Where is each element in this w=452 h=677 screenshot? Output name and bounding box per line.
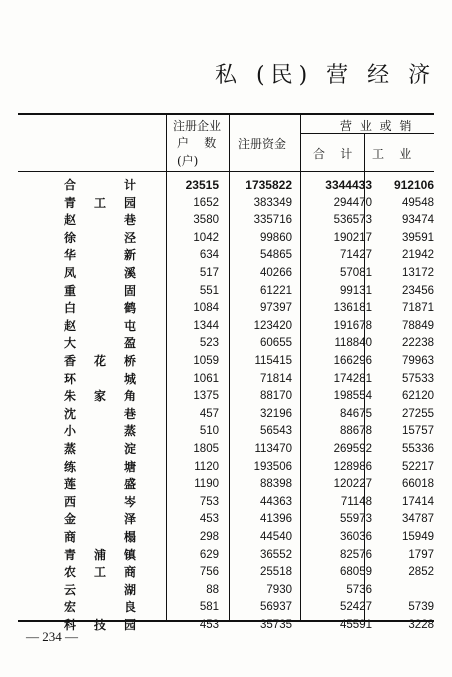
table-row (0, 423, 452, 440)
total-cell: 198554 (333, 390, 372, 403)
total-cell: 68059 (340, 566, 372, 579)
industry-cell: 57533 (402, 372, 434, 385)
households-cell: 1042 (193, 231, 219, 244)
households-cell: 3580 (193, 214, 219, 227)
table-row (0, 230, 452, 247)
table-row (0, 247, 452, 264)
total-cell: 71148 (340, 495, 372, 508)
capital-cell: 25518 (260, 566, 292, 579)
total-cell: 71427 (340, 249, 372, 262)
row-name: 香花桥 (64, 354, 136, 368)
industry-cell: 1797 (408, 548, 434, 561)
table-row (0, 582, 452, 599)
capital-cell: 61221 (260, 284, 292, 297)
total-cell: 120227 (333, 478, 372, 491)
table-row (0, 300, 452, 317)
industry-cell: 62120 (402, 390, 434, 403)
table-row (0, 494, 452, 511)
households-cell: 510 (199, 425, 219, 438)
row-name: 青浦镇 (64, 547, 136, 562)
table-row (0, 459, 452, 476)
row-name: 云 湖 (64, 582, 136, 597)
industry-cell: 27255 (402, 407, 434, 420)
capital-cell: 1735822 (245, 178, 292, 192)
households-cell: 1805 (193, 443, 219, 455)
total-cell: 82576 (340, 548, 372, 561)
total-cell: 3344433 (325, 178, 372, 192)
total-cell: 166296 (333, 355, 372, 367)
households-cell: 1120 (194, 460, 219, 473)
table-row (0, 371, 452, 388)
industry-cell: 17414 (402, 495, 434, 508)
households-cell: 1059 (193, 355, 219, 367)
industry-cell: 912106 (393, 178, 434, 192)
capital-cell: 115415 (254, 355, 292, 367)
row-name: 沈 巷 (64, 406, 136, 421)
industry-cell: 71871 (402, 302, 434, 315)
table-top-rule (18, 113, 434, 115)
row-name: 朱家角 (64, 389, 136, 404)
page-title: 私 (民) 营 经 济 (215, 63, 437, 88)
capital-cell: 60655 (260, 337, 292, 350)
households-cell: 753 (199, 495, 219, 508)
header-households-line2: 户 数 (177, 136, 217, 150)
table-row (0, 476, 452, 493)
row-name: 农工商 (64, 565, 136, 580)
industry-cell: 5739 (408, 601, 434, 614)
capital-cell: 123420 (253, 319, 292, 332)
capital-cell: 40266 (260, 267, 292, 279)
households-cell: 88 (206, 583, 219, 596)
capital-cell: 113470 (254, 443, 292, 455)
table-row (0, 441, 452, 458)
page-number: — 234 — (26, 629, 78, 644)
households-cell: 457 (199, 407, 219, 420)
row-name: 徐 泾 (64, 230, 136, 245)
total-cell: 5736 (346, 583, 372, 596)
row-name: 宏 良 (64, 600, 136, 615)
row-name: 商 榻 (64, 530, 136, 544)
row-name: 合 计 (64, 178, 136, 192)
industry-cell: 78849 (402, 319, 434, 332)
total-cell: 36036 (340, 531, 372, 543)
industry-cell: 21942 (402, 249, 434, 262)
industry-cell: 2852 (408, 566, 434, 579)
capital-cell: 56937 (260, 601, 292, 614)
table-row (0, 353, 452, 370)
total-cell: 84675 (340, 407, 372, 420)
total-cell: 45591 (340, 619, 372, 631)
table-row (0, 195, 452, 212)
industry-cell: 66018 (402, 478, 434, 491)
capital-cell: 88398 (260, 478, 292, 491)
table-total-row (0, 177, 452, 194)
households-cell: 23515 (185, 178, 219, 192)
capital-cell: 44540 (260, 531, 292, 543)
row-name: 蒸 淀 (64, 442, 136, 456)
industry-cell: 93474 (402, 214, 434, 227)
total-cell: 99131 (340, 284, 372, 297)
households-cell: 517 (199, 267, 219, 279)
households-cell: 551 (199, 284, 219, 297)
households-cell: 453 (199, 619, 219, 631)
row-name: 华 新 (64, 248, 136, 263)
table-row (0, 599, 452, 616)
capital-cell: 97397 (260, 302, 292, 315)
table-row (0, 265, 452, 282)
households-cell: 634 (199, 249, 219, 262)
households-cell: 1652 (193, 196, 219, 209)
capital-cell: 35735 (260, 619, 292, 631)
industry-cell: 15949 (402, 531, 434, 543)
households-cell: 756 (199, 566, 219, 579)
header-industry: 工 业 (372, 147, 412, 161)
capital-cell: 193506 (253, 460, 292, 473)
industry-cell: 3228 (408, 619, 434, 631)
table-row (0, 406, 452, 423)
row-name: 环 城 (64, 371, 136, 386)
row-name: 莲 盛 (64, 477, 136, 492)
households-cell: 581 (199, 601, 219, 614)
industry-cell: 13172 (402, 267, 434, 279)
capital-cell: 7930 (266, 583, 292, 596)
total-cell: 55973 (340, 513, 372, 526)
table-row (0, 529, 452, 546)
households-cell: 1084 (193, 302, 219, 315)
households-cell: 629 (199, 548, 219, 561)
total-cell: 536573 (333, 214, 372, 227)
table-row (0, 318, 452, 335)
total-cell: 57081 (340, 267, 372, 279)
households-cell: 1190 (194, 478, 219, 491)
households-cell: 1344 (193, 319, 219, 332)
industry-cell: 79963 (402, 355, 434, 367)
table-row (0, 564, 452, 581)
header-total: 合 计 (313, 147, 353, 161)
total-cell: 88678 (340, 425, 372, 438)
capital-cell: 71814 (260, 372, 292, 385)
row-name: 科技园 (64, 618, 136, 632)
households-cell: 523 (199, 337, 219, 350)
row-name: 练 塘 (64, 459, 136, 474)
table-row (0, 511, 452, 528)
total-cell: 128986 (333, 460, 372, 473)
industry-cell: 22238 (402, 337, 434, 350)
capital-cell: 335716 (253, 214, 292, 227)
capital-cell: 44363 (260, 495, 292, 508)
industry-cell: 39591 (402, 231, 434, 244)
row-name: 西 岑 (64, 494, 136, 509)
industry-cell: 49548 (402, 196, 434, 209)
industry-cell: 15757 (402, 425, 434, 438)
row-name: 重 固 (64, 283, 136, 298)
capital-cell: 54865 (260, 249, 292, 262)
total-cell: 294470 (333, 196, 372, 209)
row-name: 赵 巷 (64, 213, 136, 228)
total-cell: 136181 (333, 302, 372, 315)
table-row (0, 388, 452, 405)
industry-cell: 55336 (402, 443, 434, 455)
row-name: 白 鹤 (64, 301, 136, 316)
total-cell: 174281 (333, 372, 372, 385)
table-row (0, 547, 452, 564)
row-name: 赵 屯 (64, 318, 136, 333)
industry-cell: 23456 (402, 284, 434, 297)
header-capital: 注册资金 (238, 137, 287, 151)
households-cell: 453 (199, 513, 219, 526)
header-bottom-rule (18, 171, 434, 172)
households-cell: 298 (199, 531, 219, 543)
capital-cell: 88170 (260, 390, 292, 403)
capital-cell: 36552 (260, 548, 292, 561)
capital-cell: 99860 (260, 231, 292, 244)
total-cell: 191678 (333, 319, 372, 332)
table-row (0, 335, 452, 352)
header-households-line1: 注册企业 (173, 119, 222, 133)
capital-cell: 56543 (260, 425, 292, 438)
row-name: 小 蒸 (64, 424, 136, 439)
total-cell: 118840 (334, 337, 372, 350)
total-cell: 269592 (333, 443, 372, 455)
row-name: 金 泽 (64, 512, 136, 527)
table-row (0, 212, 452, 229)
header-group-sales: 营 业 或 销 (340, 119, 414, 133)
total-cell: 190217 (333, 231, 372, 244)
header-households-line3: (户) (177, 154, 199, 168)
industry-cell: 34787 (402, 513, 434, 526)
capital-cell: 41396 (260, 513, 292, 526)
row-name: 大 盈 (64, 336, 136, 351)
households-cell: 1061 (193, 372, 219, 385)
table-row (0, 283, 452, 300)
households-cell: 1375 (193, 390, 219, 403)
total-cell: 52427 (340, 601, 372, 614)
capital-cell: 32196 (260, 407, 292, 420)
row-name: 凤 溪 (64, 266, 136, 280)
capital-cell: 383349 (253, 196, 292, 209)
industry-cell: 52217 (402, 460, 434, 473)
row-name: 青工园 (64, 195, 136, 210)
